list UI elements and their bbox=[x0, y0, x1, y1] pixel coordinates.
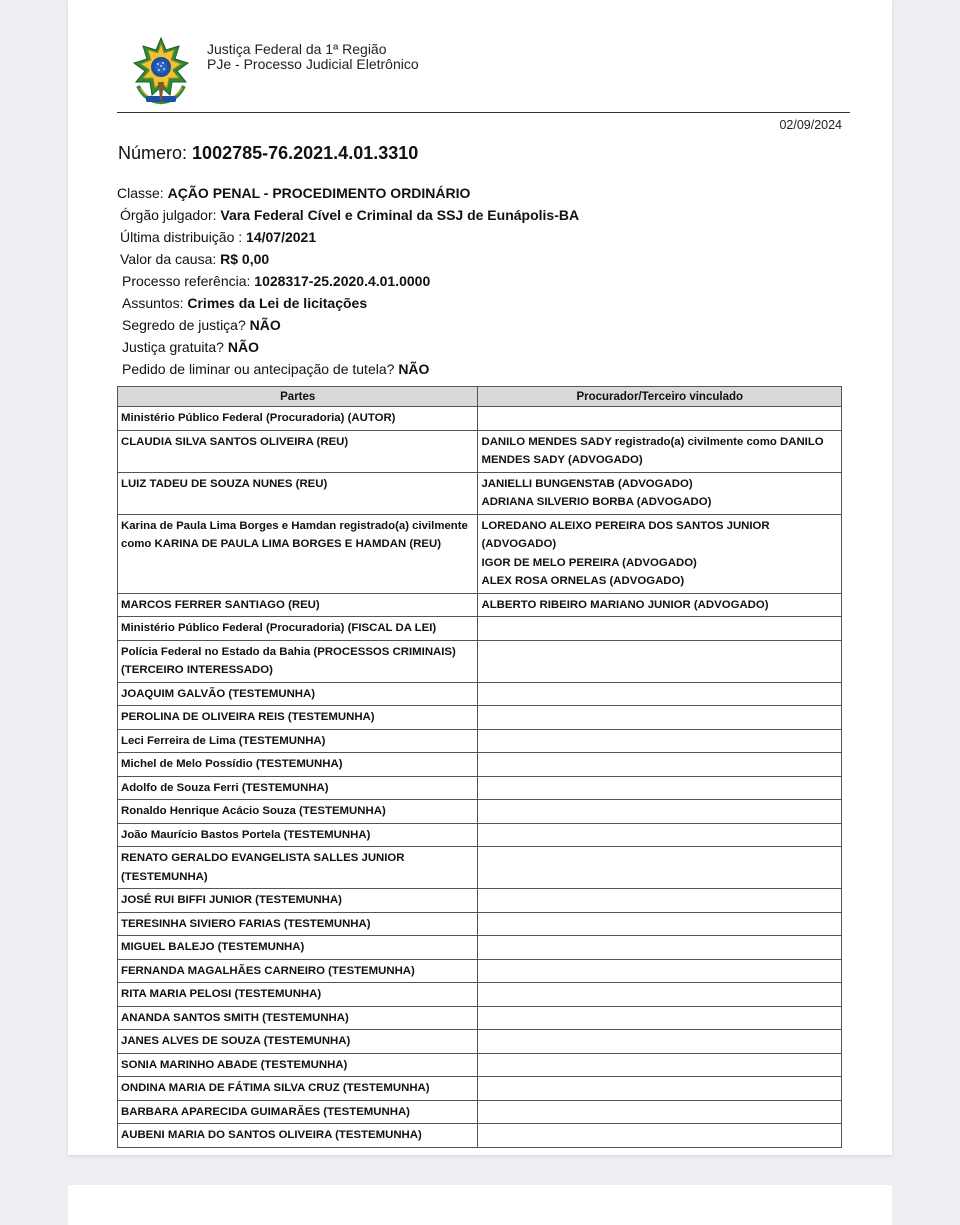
field-processo-referencia bbox=[117, 270, 579, 292]
party-cell: LUIZ TADEU DE SOUZA NUNES (REU) bbox=[118, 472, 478, 514]
party-cell: JANES ALVES DE SOUZA (TESTEMUNHA) bbox=[118, 1030, 478, 1054]
field-label: Pedido de liminar ou antecipação de tutela? bbox=[122, 361, 395, 377]
party-cell: RITA MARIA PELOSI (TESTEMUNHA) bbox=[118, 983, 478, 1007]
party-cell: Polícia Federal no Estado da Bahia (PROCESSOS CRIMINAIS) (TERCEIRO INTERESSADO) bbox=[118, 640, 478, 682]
header-divider bbox=[117, 112, 850, 113]
field-ultima-distribuicao bbox=[117, 226, 579, 248]
representative-cell bbox=[478, 983, 842, 1007]
document-page bbox=[68, 0, 892, 1155]
process-number bbox=[118, 143, 418, 164]
party-cell: ANANDA SANTOS SMITH (TESTEMUNHA) bbox=[118, 1006, 478, 1030]
table-row bbox=[118, 1053, 842, 1077]
table-row bbox=[118, 753, 842, 777]
party-cell: TERESINHA SIVIERO FARIAS (TESTEMUNHA) bbox=[118, 912, 478, 936]
table-row bbox=[118, 729, 842, 753]
representative-cell bbox=[478, 1077, 842, 1101]
representative-cell bbox=[478, 593, 842, 617]
field-pedido-liminar bbox=[117, 358, 579, 380]
representative-cell bbox=[478, 617, 842, 641]
representative-cell bbox=[478, 1124, 842, 1148]
party-cell: BARBARA APARECIDA GUIMARÃES (TESTEMUNHA) bbox=[118, 1100, 478, 1124]
party-cell: MARCOS FERRER SANTIAGO (REU) bbox=[118, 593, 478, 617]
field-assuntos bbox=[117, 292, 579, 314]
representative-cell bbox=[478, 1100, 842, 1124]
representative-cell bbox=[478, 776, 842, 800]
representative-cell bbox=[478, 889, 842, 913]
table-row bbox=[118, 959, 842, 983]
table-row bbox=[118, 407, 842, 431]
field-label: Segredo de justiça? bbox=[122, 317, 246, 333]
field-label: Órgão julgador: bbox=[120, 207, 217, 223]
field-label: Processo referência: bbox=[122, 273, 251, 289]
representative-cell bbox=[478, 682, 842, 706]
party-cell: AUBENI MARIA DO SANTOS OLIVEIRA (TESTEMUNHA) bbox=[118, 1124, 478, 1148]
next-page-edge bbox=[68, 1185, 892, 1225]
party-cell: Ronaldo Henrique Acácio Souza (TESTEMUNHA) bbox=[118, 800, 478, 824]
table-row bbox=[118, 800, 842, 824]
table-row bbox=[118, 776, 842, 800]
representative-name: LOREDANO ALEIXO PEREIRA DOS SANTOS JUNIOR (ADVOGADO) bbox=[481, 519, 770, 550]
field-segredo-justica bbox=[117, 314, 579, 336]
representative-cell bbox=[478, 912, 842, 936]
party-cell: RENATO GERALDO EVANGELISTA SALLES JUNIOR (TESTEMUNHA) bbox=[118, 847, 478, 889]
process-number-value: 1002785-76.2021.4.01.3310 bbox=[192, 143, 419, 163]
representative-cell bbox=[478, 823, 842, 847]
party-cell: MIGUEL BALEJO (TESTEMUNHA) bbox=[118, 936, 478, 960]
representative-cell bbox=[478, 430, 842, 472]
representative-name: IGOR DE MELO PEREIRA (ADVOGADO) bbox=[481, 556, 697, 569]
party-cell: CLAUDIA SILVA SANTOS OLIVEIRA (REU) bbox=[118, 430, 478, 472]
table-row bbox=[118, 936, 842, 960]
representative-cell bbox=[478, 706, 842, 730]
field-value: NÃO bbox=[227, 339, 259, 355]
field-value: NÃO bbox=[249, 317, 281, 333]
representative-cell bbox=[478, 729, 842, 753]
brazil-coat-of-arms-icon bbox=[126, 36, 196, 108]
party-cell: Ministério Público Federal (Procuradoria) (AUTOR) bbox=[118, 407, 478, 431]
party-cell: Leci Ferreira de Lima (TESTEMUNHA) bbox=[118, 729, 478, 753]
table-row bbox=[118, 1077, 842, 1101]
field-label: Valor da causa: bbox=[120, 251, 217, 267]
representative-name: JANIELLI BUNGENSTAB (ADVOGADO) bbox=[481, 477, 693, 490]
representative-cell bbox=[478, 959, 842, 983]
representative-name: ADRIANA SILVERIO BORBA (ADVOGADO) bbox=[481, 496, 712, 508]
table-row bbox=[118, 889, 842, 913]
representative-cell bbox=[478, 1006, 842, 1030]
table-row bbox=[118, 682, 842, 706]
table-row bbox=[118, 706, 842, 730]
table-row bbox=[118, 1100, 842, 1124]
field-justica-gratuita bbox=[117, 336, 579, 358]
field-label: Última distribuição : bbox=[120, 229, 243, 245]
field-label: Classe: bbox=[117, 185, 164, 201]
representative-cell bbox=[478, 640, 842, 682]
representative-cell bbox=[478, 936, 842, 960]
field-label: Justiça gratuita? bbox=[122, 339, 224, 355]
table-row bbox=[118, 640, 842, 682]
court-name: Justiça Federal da 1ª Região bbox=[207, 41, 387, 57]
field-valor-causa bbox=[117, 248, 579, 270]
representative-cell bbox=[478, 847, 842, 889]
column-header-procurador: Procurador/Terceiro vinculado bbox=[478, 387, 842, 407]
party-cell: PEROLINA DE OLIVEIRA REIS (TESTEMUNHA) bbox=[118, 706, 478, 730]
field-value: 14/07/2021 bbox=[246, 229, 317, 245]
field-value: 1028317-25.2020.4.01.0000 bbox=[254, 273, 431, 289]
party-cell: Adolfo de Souza Ferri (TESTEMUNHA) bbox=[118, 776, 478, 800]
parties-table-body bbox=[118, 407, 842, 1148]
representative-name: DANILO MENDES SADY registrado(a) civilmente como DANILO MENDES SADY (ADVOGADO) bbox=[481, 435, 824, 466]
field-classe bbox=[117, 182, 579, 204]
field-value: Crimes da Lei de licitações bbox=[187, 295, 368, 311]
party-cell: Michel de Melo Possídio (TESTEMUNHA) bbox=[118, 753, 478, 777]
table-row bbox=[118, 1006, 842, 1030]
table-row bbox=[118, 912, 842, 936]
party-cell: FERNANDA MAGALHÃES CARNEIRO (TESTEMUNHA) bbox=[118, 959, 478, 983]
field-value: R$ 0,00 bbox=[220, 251, 270, 267]
representative-cell bbox=[478, 800, 842, 824]
representative-name: ALEX ROSA ORNELAS (ADVOGADO) bbox=[481, 575, 685, 587]
table-header-row bbox=[118, 387, 842, 407]
document-date: 02/09/2024 bbox=[779, 118, 842, 132]
party-cell: Ministério Público Federal (Procuradoria) (FISCAL DA LEI) bbox=[118, 617, 478, 641]
party-cell: Karina de Paula Lima Borges e Hamdan registrado(a) civilmente como KARINA DE PAULA LIMA BORGES E HAMDAN (REU) bbox=[118, 514, 478, 593]
field-value: Vara Federal Cível e Criminal da SSJ de Eunápolis-BA bbox=[220, 207, 580, 223]
parties-table bbox=[117, 386, 842, 1148]
field-orgao-julgador bbox=[117, 204, 579, 226]
table-row bbox=[118, 1124, 842, 1148]
representative-cell bbox=[478, 753, 842, 777]
table-row bbox=[118, 593, 842, 617]
table-row bbox=[118, 472, 842, 514]
representative-cell bbox=[478, 1030, 842, 1054]
field-label: Assuntos: bbox=[122, 295, 184, 311]
table-row bbox=[118, 1030, 842, 1054]
party-cell: JOSÉ RUI BIFFI JUNIOR (TESTEMUNHA) bbox=[118, 889, 478, 913]
table-row bbox=[118, 983, 842, 1007]
table-row bbox=[118, 514, 842, 593]
representative-cell bbox=[478, 1053, 842, 1077]
process-details bbox=[117, 182, 579, 380]
representative-name: ALBERTO RIBEIRO MARIANO JUNIOR (ADVOGADO) bbox=[481, 598, 769, 611]
field-value: NÃO bbox=[398, 361, 430, 377]
field-value: AÇÃO PENAL - PROCEDIMENTO ORDINÁRIO bbox=[167, 185, 471, 201]
representative-cell bbox=[478, 407, 842, 431]
table-row bbox=[118, 430, 842, 472]
party-cell: João Maurício Bastos Portela (TESTEMUNHA) bbox=[118, 823, 478, 847]
party-cell: JOAQUIM GALVÃO (TESTEMUNHA) bbox=[118, 682, 478, 706]
court-header bbox=[207, 42, 419, 72]
column-header-partes: Partes bbox=[118, 387, 478, 407]
system-name: PJe - Processo Judicial Eletrônico bbox=[207, 56, 419, 72]
table-row bbox=[118, 823, 842, 847]
process-number-label: Número: bbox=[118, 143, 188, 163]
representative-cell bbox=[478, 472, 842, 514]
representative-cell bbox=[478, 514, 842, 593]
table-row bbox=[118, 847, 842, 889]
party-cell: ONDINA MARIA DE FÁTIMA SILVA CRUZ (TESTEMUNHA) bbox=[118, 1077, 478, 1101]
party-cell: SONIA MARINHO ABADE (TESTEMUNHA) bbox=[118, 1053, 478, 1077]
table-row bbox=[118, 617, 842, 641]
